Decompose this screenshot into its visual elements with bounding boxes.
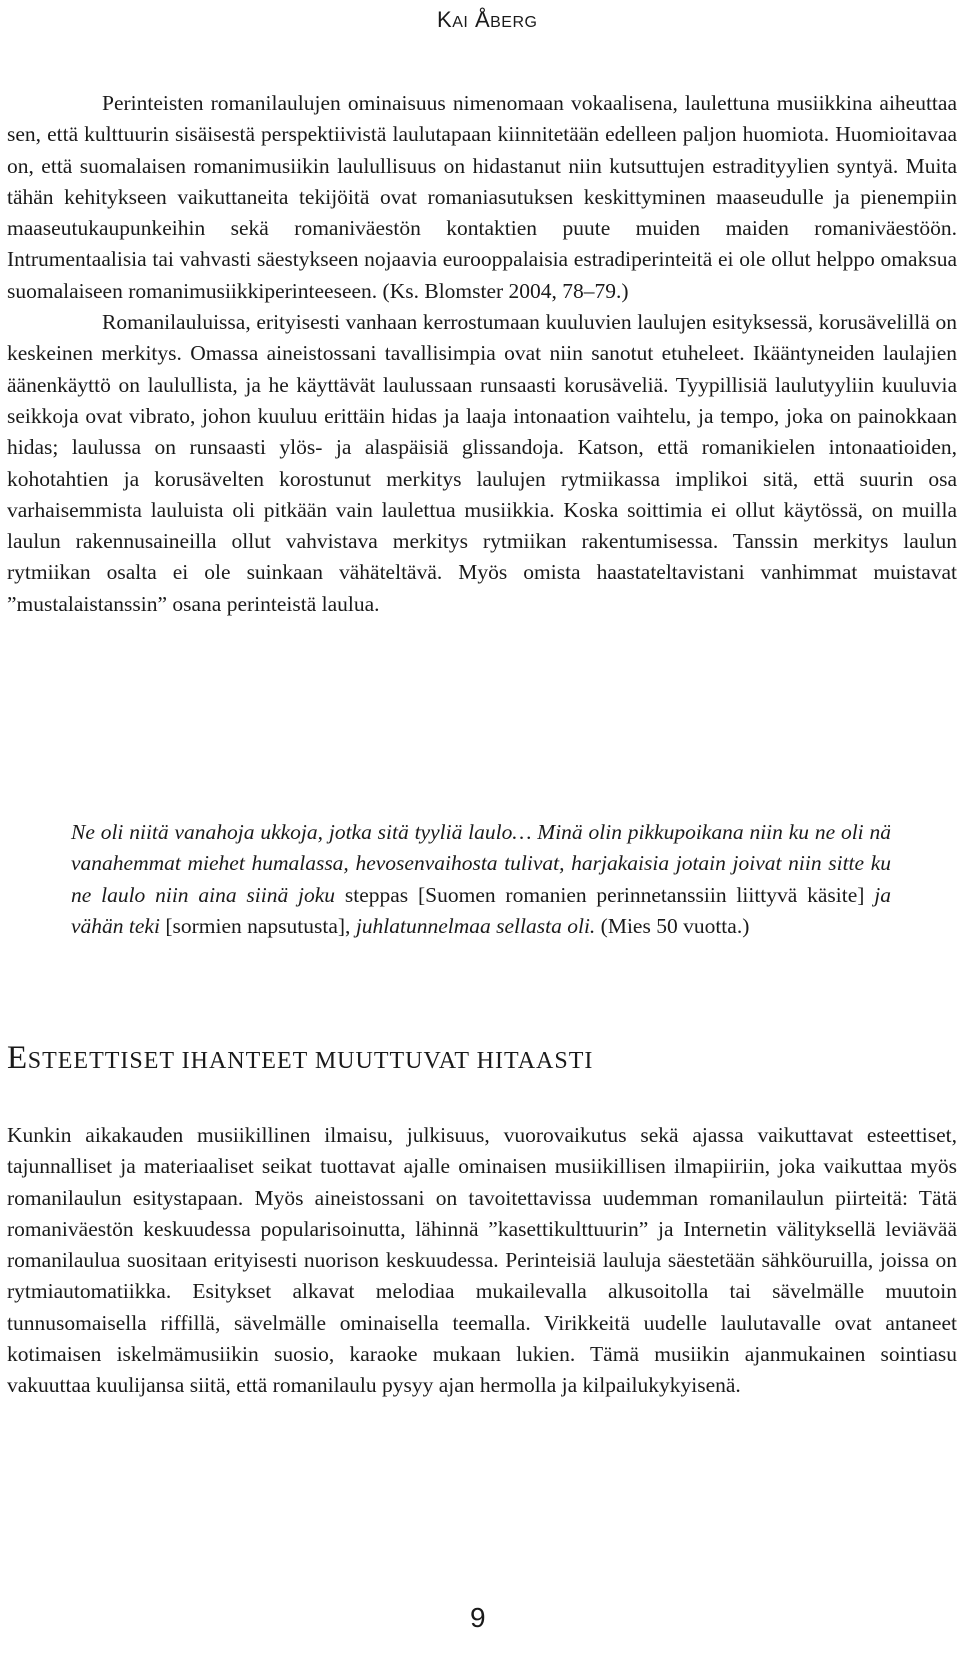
- page-number: 9: [470, 1602, 486, 1633]
- document-page: [7, 0, 957, 1653]
- running-head-smallcaps-1: AI: [452, 14, 469, 31]
- quote-italic-2: ja vähän teki: [71, 882, 891, 938]
- quote-plain-2: [sormien napsutusta],: [159, 913, 356, 938]
- quote-italic-3: juhlatunnelmaa sellasta oli.: [355, 913, 596, 938]
- quote-plain-1: steppas [Suomen romanien perinnetanssiin liittyvä käsite]: [335, 882, 875, 907]
- running-head: [437, 7, 537, 33]
- quote-plain-3: (Mies 50 vuotta.): [595, 913, 750, 938]
- running-head-initial-1: K: [437, 7, 453, 32]
- running-head-initial-2: Å: [474, 7, 491, 32]
- section-paragraph: Kunkin aikakauden musiikillinen ilmaisu, julkisuus, vuorovaikutus sekä ajassa vaikuttavat esteettiset, tajunnalliset ja materiaaliset seikat tuottavat ajalle ominaisen musiikillisen ilmapiiriin, joka vaikuttaa myös romanilaulun esitystapaan. Myös aineistossani on tavoitettavissa uudemman romanilaulun piirteitä: Tätä romaniväestön keskuudessa popularisoinutta, lähinnä ”kasettikulttuurin” ja Internetin välityksellä leviävää romanilaulua suositaan erityisesti nuorison keskuudessa. Perinteisiä lauluja säestetään sähköuruilla, joissa on rytmiautomatiikka. Esitykset alkavat melodiaa mukailevalla alkusoitolla tai sävelmälle muutoin tunnusomaisella riffillä, sävelmälle ominaisella teemalla. Virikkeitä uudelle laulutavalle ovat antaneet kotimaisen iskelmämusiikin suosio, karaoke mukaan lukien. Tämä musiikin ajanmukainen sointiasu vakuuttaa kuulijansa siitä, että romanilaulu pysyy ajan hermolla ja kilpailukykyisenä.: [7, 1123, 957, 1398]
- body-paragraph-1: Perinteisten romanilaulujen ominaisuus nimenomaan vokaalisena, laulettuna musiikkina aiheuttaa sen, että kulttuurin sisäisestä perspektiivistä laulutapaan kiinnitetään edelleen paljon huomiota. Huomioitavaa on, että suomalaisen romanimusiikin laulullisuus on hidastanut niin kutsuttujen estradityylien syntyä. Muita tähän kehitykseen vaikuttaneita tekijöitä ovat romaniasutuksen keskittyminen maaseudulle ja pienempiin maaseutukaupunkeihin sekä romaniväestön kontaktien puute muiden maiden romaniväestöön. Intrumentaalisia tai vahvasti säestykseen nojaavia eurooppalaisia estradiperinteitä ei ole ollut helppo omaksua suomalaiseen romanimusiikkiperinteeseen. (Ks. Blomster 2004, 78–79.): [7, 91, 957, 303]
- section-heading-initial: E: [7, 1040, 28, 1076]
- body-paragraph-2: Romanilauluissa, erityisesti vanhaan kerrostumaan kuuluvien laulujen esityksessä, korusävelillä on keskeinen merkitys. Omassa aineistossani tavallisimpia ovat niin sanotut etuheleet. Ikääntyneiden laulajien äänenkäyttö on laulullista, ja he käyttävät laulussaan runsaasti korusäveliä. Tyypillisiä laulutyyliin kuuluvia seikkoja ovat vibrato, johon kuuluu erittäin hidas ja laaja intonaation vaihtelu, ja tempo, joka on painokkaan hidas; laulussa on runsaasti ylös- ja alaspäisiä glissandoja. Katson, että romanikielen intonaatioiden, kohotahtien ja korusävelten korostunut merkitys laulujen rytmiikassa implikoi sitä, että suurin osa varhaisemmista lauluista oli pitkään vain laulettua musiikkia. Koska soittimia ei ollut käytössä, on muilla laulun rakennusaineilla ollut vahvistava merkitys rytmiikan rakentumisessa. Tanssin merkitys laulun rytmiikan osalta ei ole suinkaan vähäteltävä. Myös omista haastateltavistani vanhimmat muistavat ”mustalaistanssin” osana perinteistä laulua.: [7, 310, 957, 616]
- body-text: [7, 88, 957, 620]
- section-text: [7, 1120, 957, 1402]
- quote-italic-1: Ne oli niitä vanahoja ukkoja, jotka sitä tyyliä laulo… Minä olin pikkupoikana niin ku ne oli nä vanahemmat miehet humalassa, hevosenvaihosta tulivat, harjakaisia jotain joivat niin sitte ku ne laulo niin aina siinä joku: [71, 820, 891, 907]
- running-head-smallcaps-2: BERG: [490, 14, 538, 31]
- interview-quote: [71, 817, 891, 942]
- section-heading: [7, 1040, 593, 1077]
- section-heading-smallcaps: STEETTISET IHANTEET MUUTTUVAT HITAASTI: [27, 1048, 594, 1074]
